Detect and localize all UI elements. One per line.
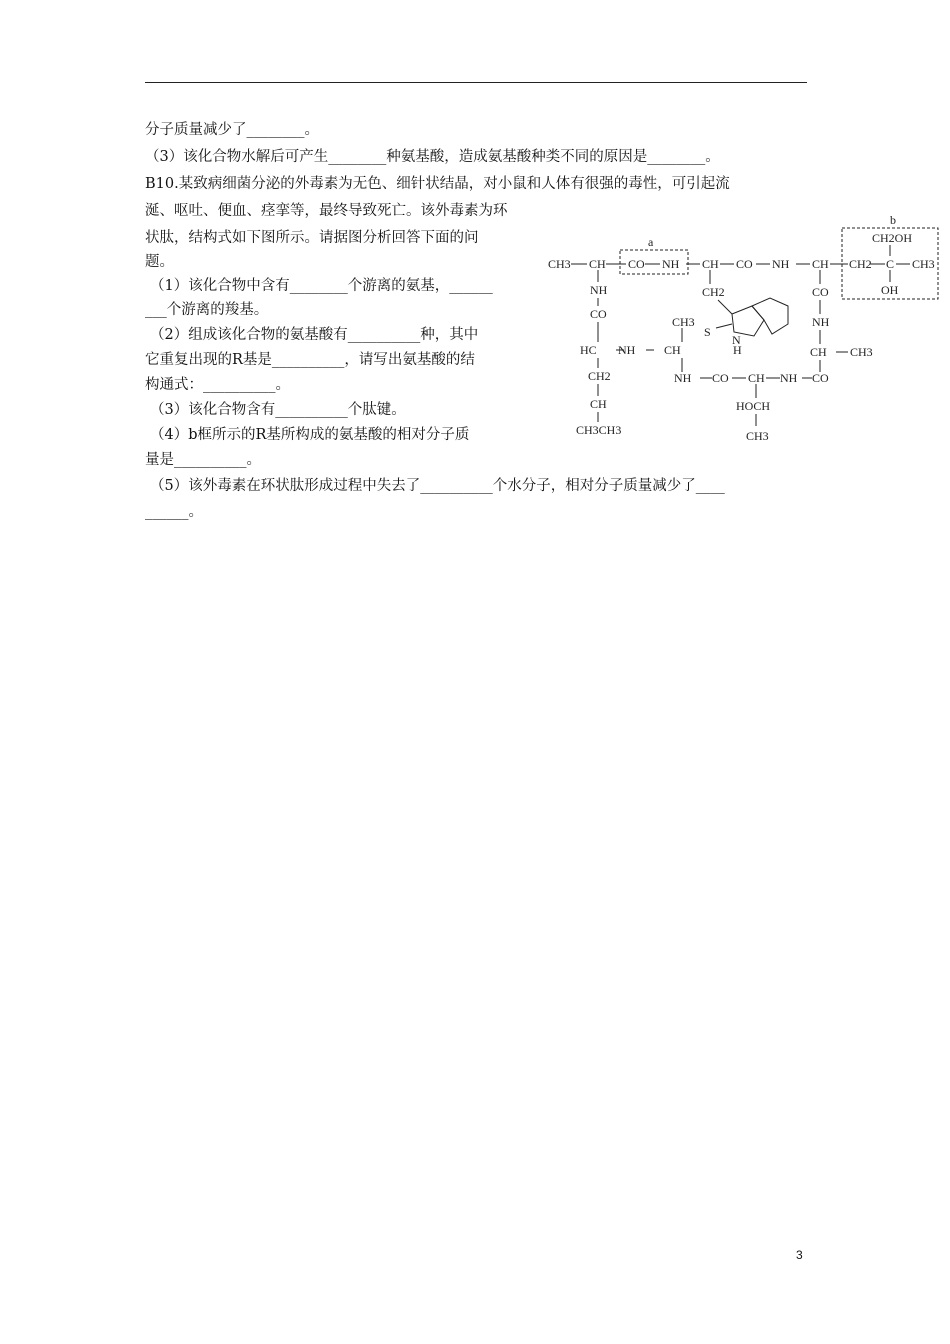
sub-question-1: （1）该化合物中含有________个游离的氨基，______ <box>150 278 493 294</box>
atom-nh-bottom-1: NH <box>674 371 692 385</box>
atom-co-a: CO <box>628 257 645 271</box>
atom-ch-right: CH <box>810 345 827 359</box>
atom-ch-2: CH <box>702 257 719 271</box>
sub-question-4: （4）b框所示的R基所构成的氨基酸的相对分子质 <box>150 427 470 443</box>
question-b10-line-3: 状肽，结构式如下图所示。请据图分析回答下面的问 <box>145 230 479 246</box>
atom-co-right: CO <box>812 285 829 299</box>
atom-nh-mid: NH <box>618 343 636 357</box>
header-rule <box>145 82 807 83</box>
label-a: a <box>648 235 654 249</box>
atom-oh: OH <box>881 283 899 297</box>
sub-question-5: （5）该外毒素在环状肽形成过程中失去了__________个水分子，相对分子质量减少了____ <box>150 478 725 494</box>
sub-question-1-cont: ___个游离的羧基。 <box>145 302 269 318</box>
sub-question-2-cont: 它重复出现的R基是__________，请写出氨基酸的结 <box>145 352 475 368</box>
sub-question-2-cont-2: 构通式：__________。 <box>145 377 290 393</box>
sub-question-3: （3）该化合物含有__________个肽键。 <box>150 402 406 418</box>
atom-co-bottom-2: CO <box>812 371 829 385</box>
atom-ch3-right: CH3 <box>850 345 873 359</box>
sub-question-4-cont: 量是__________。 <box>145 452 261 468</box>
atom-co-bottom-1: CO <box>712 371 729 385</box>
atom-ch3-b: CH3 <box>912 257 935 271</box>
atom-h: H <box>733 343 742 357</box>
atom-ch3ch3: CH3CH3 <box>576 423 622 437</box>
atom-nh-2: NH <box>772 257 790 271</box>
atom-ch-left: CH <box>590 397 607 411</box>
atom-ch3-bottom: CH3 <box>746 429 769 443</box>
atom-ch2oh: CH2OH <box>872 231 913 245</box>
atom-ch-3: CH <box>812 257 829 271</box>
atom-nh-bottom-2: NH <box>780 371 798 385</box>
question-b10-line-2: 涎、呕吐、便血、痉挛等，最终导致死亡。该外毒素为环 <box>145 203 508 219</box>
question-b10-intro: B10.某致病细菌分泌的外毒素为无色、细针状结晶，对小鼠和人体有很强的毒性，可引起流 <box>145 176 730 192</box>
atom-ch2-left: CH2 <box>588 369 611 383</box>
atom-ch-mid: CH <box>664 343 681 357</box>
atom-ch-bottom: CH <box>748 371 765 385</box>
atom-nh-a: NH <box>662 257 680 271</box>
question-3-line: （3）该化合物水解后可产生________种氨基酸，造成氨基酸种类不同的原因是________。 <box>145 149 720 165</box>
atom-c-b: C <box>886 257 895 271</box>
page-number: 3 <box>796 1248 803 1262</box>
atom-n: N <box>732 333 741 347</box>
question-b10-line-4: 题。 <box>145 254 174 270</box>
atom-hoch: HOCH <box>736 399 771 413</box>
atom-ch3-mid: CH3 <box>672 315 695 329</box>
atom-nh-right: NH <box>812 315 830 329</box>
cyclic-peptide-structure <box>540 210 945 450</box>
atom-co-2: CO <box>736 257 753 271</box>
text-line-1: 分子质量减少了________。 <box>145 122 319 138</box>
atom-s: S <box>704 325 711 339</box>
atom-ch2-b: CH2 <box>849 257 872 271</box>
label-b: b <box>890 213 896 227</box>
atom-ch2-trp: CH2 <box>702 285 725 299</box>
atom-ch3-left: CH3 <box>548 257 571 271</box>
atom-hc-left: HC <box>580 343 597 357</box>
atom-nh-left: NH <box>590 283 608 297</box>
sub-question-5-cont: ______。 <box>145 504 203 520</box>
atom-co-left: CO <box>590 307 607 321</box>
atom-ch-1: CH <box>589 257 606 271</box>
sub-question-2: （2）组成该化合物的氨基酸有__________种，其中 <box>150 327 479 343</box>
